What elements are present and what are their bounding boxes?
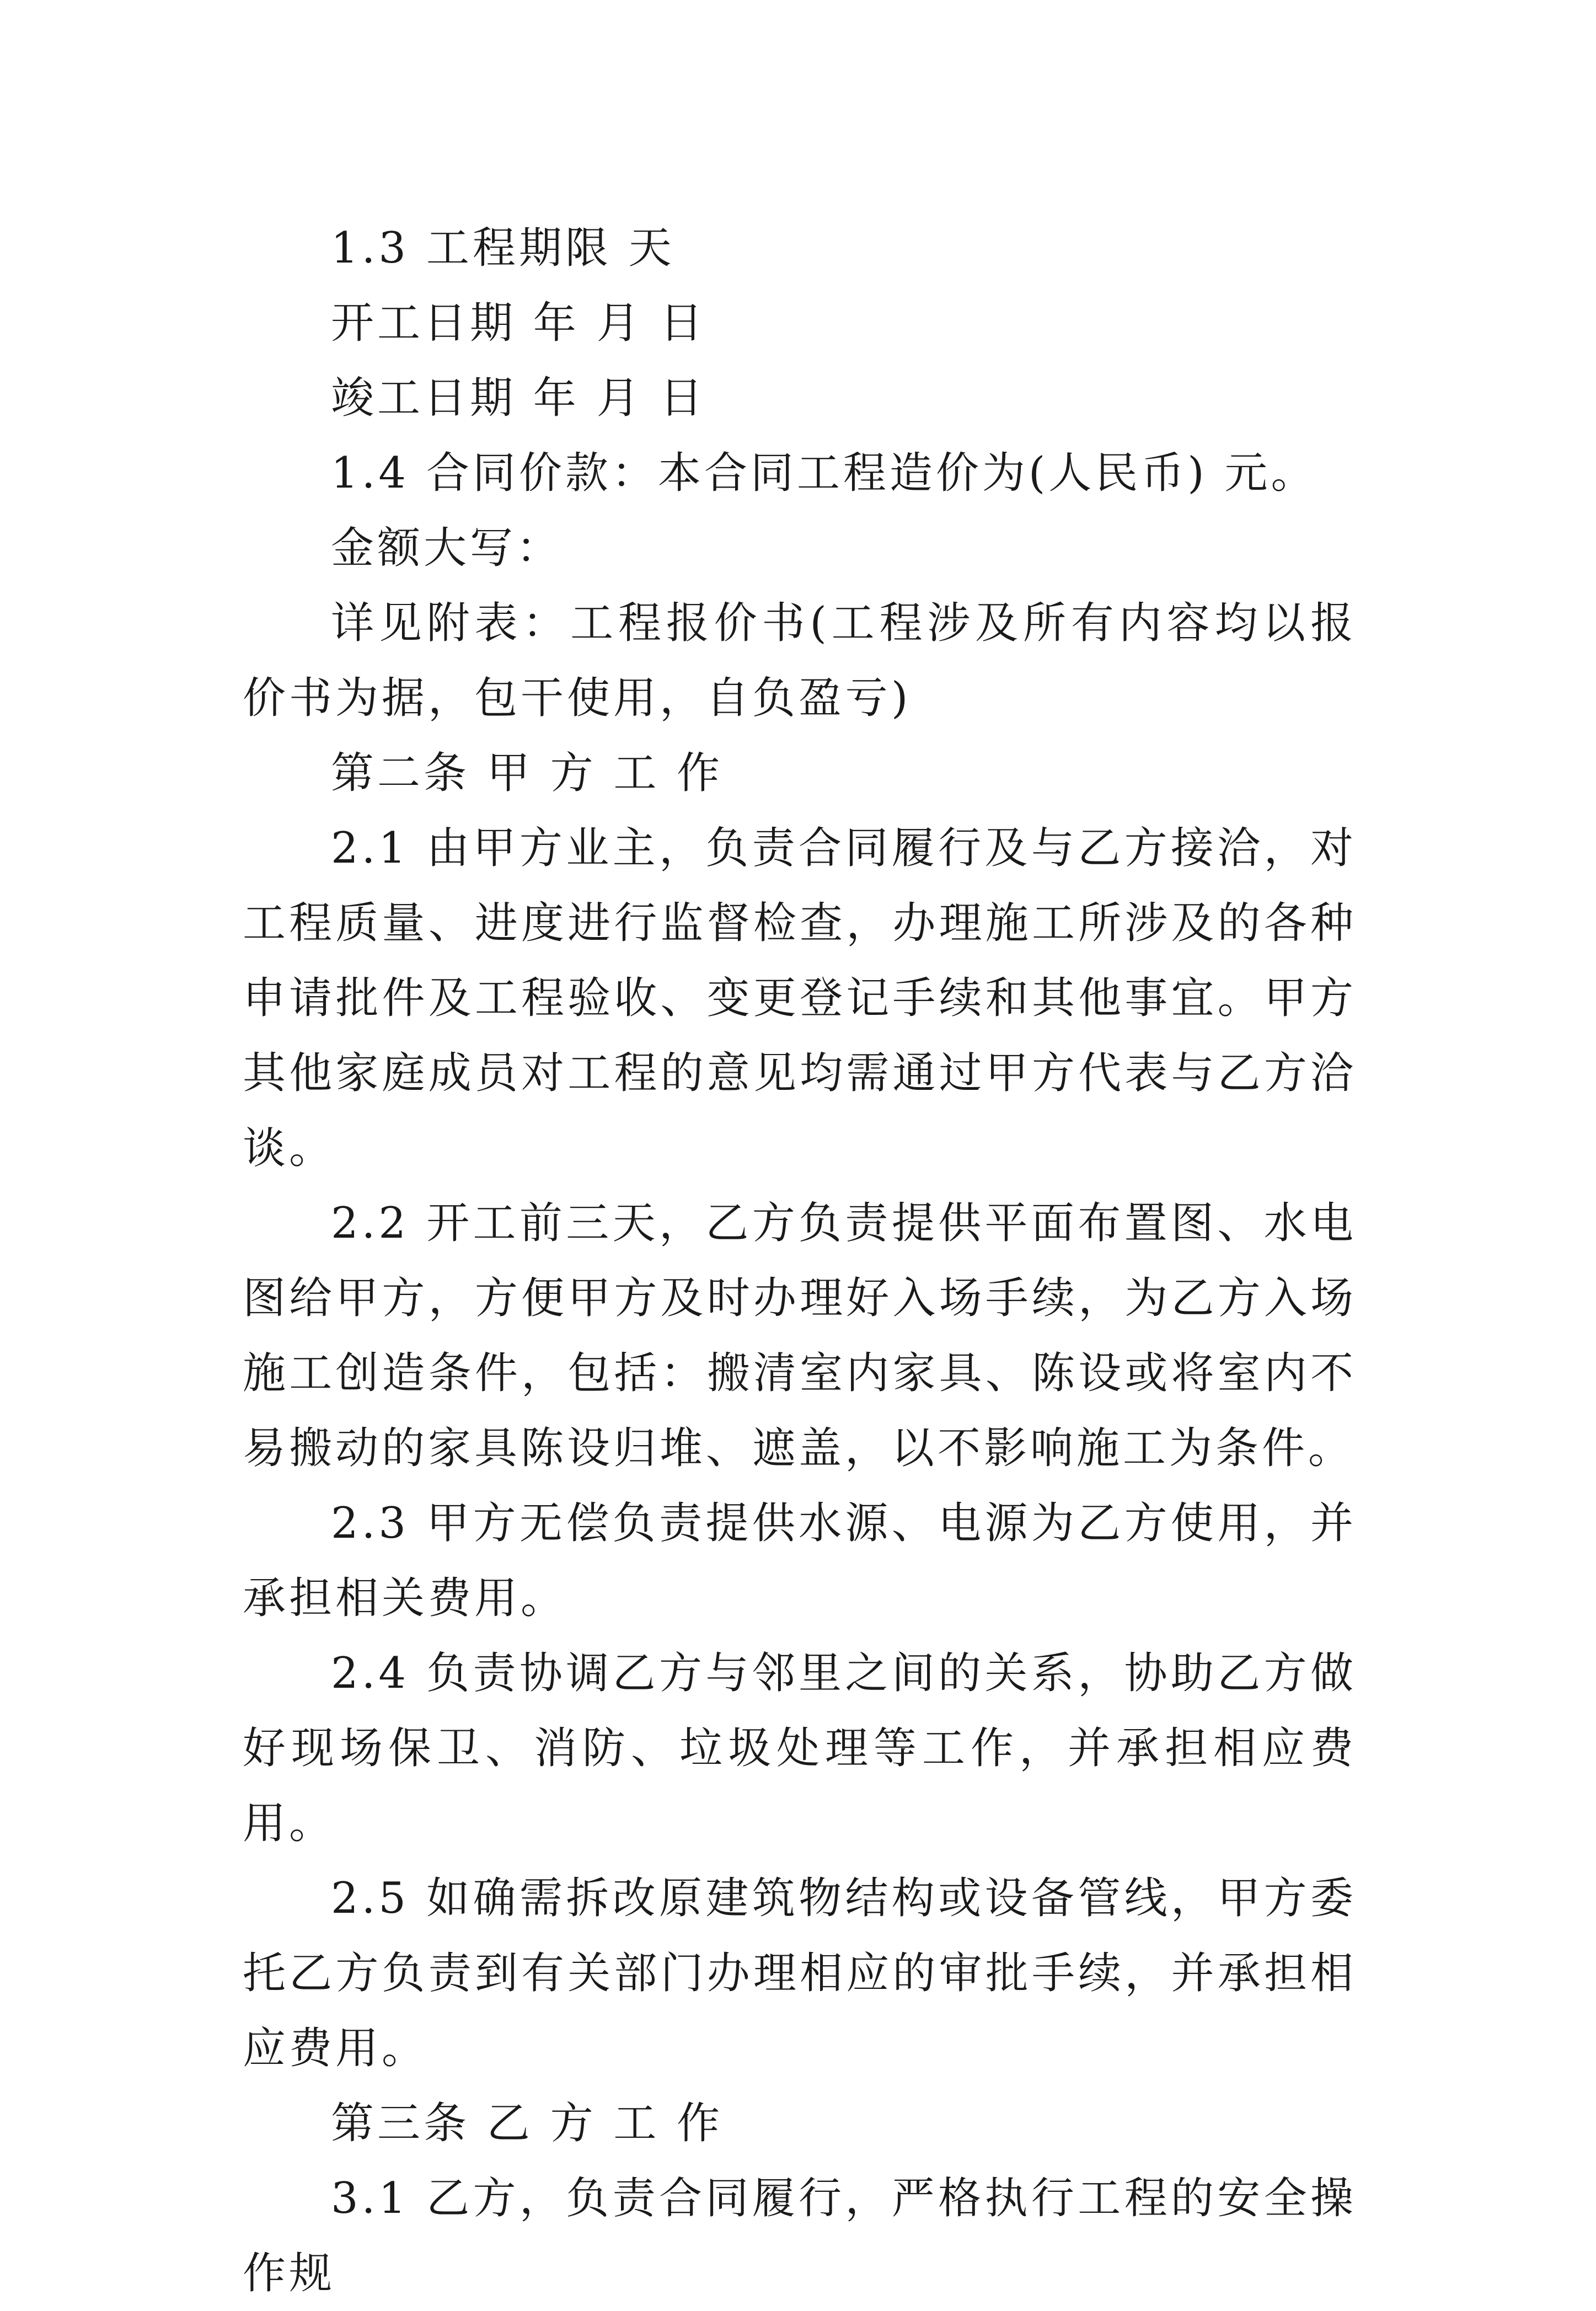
clause-2-3: 2.3 甲方无偿负责提供水源、电源为乙方使用，并承担相关费用。 xyxy=(243,1499,1357,1623)
document-body xyxy=(243,211,1357,2311)
clause-2-5: 2.5 如确需拆改原建筑物结构或设备管线，甲方委托乙方负责到有关部门办理相应的审批手续，并承担相应费用。 xyxy=(243,1874,1357,2073)
completion-date-line: 竣工日期 年 月 日 xyxy=(331,373,706,423)
amount-in-words-line: 金额大写： xyxy=(331,523,563,573)
start-date-line: 开工日期 年 月 日 xyxy=(331,298,706,348)
attachment-note: 详见附表：工程报价书(工程涉及所有内容均以报价书为据，包干使用，自负盈亏) xyxy=(243,598,1357,723)
clause-2-4: 2.4 负责协调乙方与邻里之间的关系，协助乙方做好现场保卫、消防、垃圾处理等工作，并承担相应费用。 xyxy=(243,1649,1357,1848)
clause-1-3-duration: 1.3 工程期限 天 xyxy=(331,223,675,273)
article-3-heading: 第三条 乙 方 工 作 xyxy=(331,2099,724,2148)
clause-1-4-price: 1.4 合同价款：本合同工程造价为(人民币) 元。 xyxy=(331,448,1317,498)
article-2-heading: 第二条 甲 方 工 作 xyxy=(331,748,724,798)
clause-3-1: 3.1 乙方，负责合同履行，严格执行工程的安全操作规 xyxy=(243,2174,1357,2298)
clause-2-2: 2.2 开工前三天，乙方负责提供平面布置图、水电图给甲方，方便甲方及时办理好入场手续，为乙方入场施工创造条件，包括：搬清室内家具、陈设或将室内不易搬动的家具陈设归堆、遮盖，以不影响施工为条件。 xyxy=(243,1199,1357,1473)
clause-2-1: 2.1 由甲方业主，负责合同履行及与乙方接洽，对工程质量、进度进行监督检查，办理施工所涉及的各种申请批件及工程验收、变更登记手续和其他事宜。甲方其他家庭成员对工程的意见均需通过甲方代表与乙方洽谈。 xyxy=(243,823,1357,1173)
